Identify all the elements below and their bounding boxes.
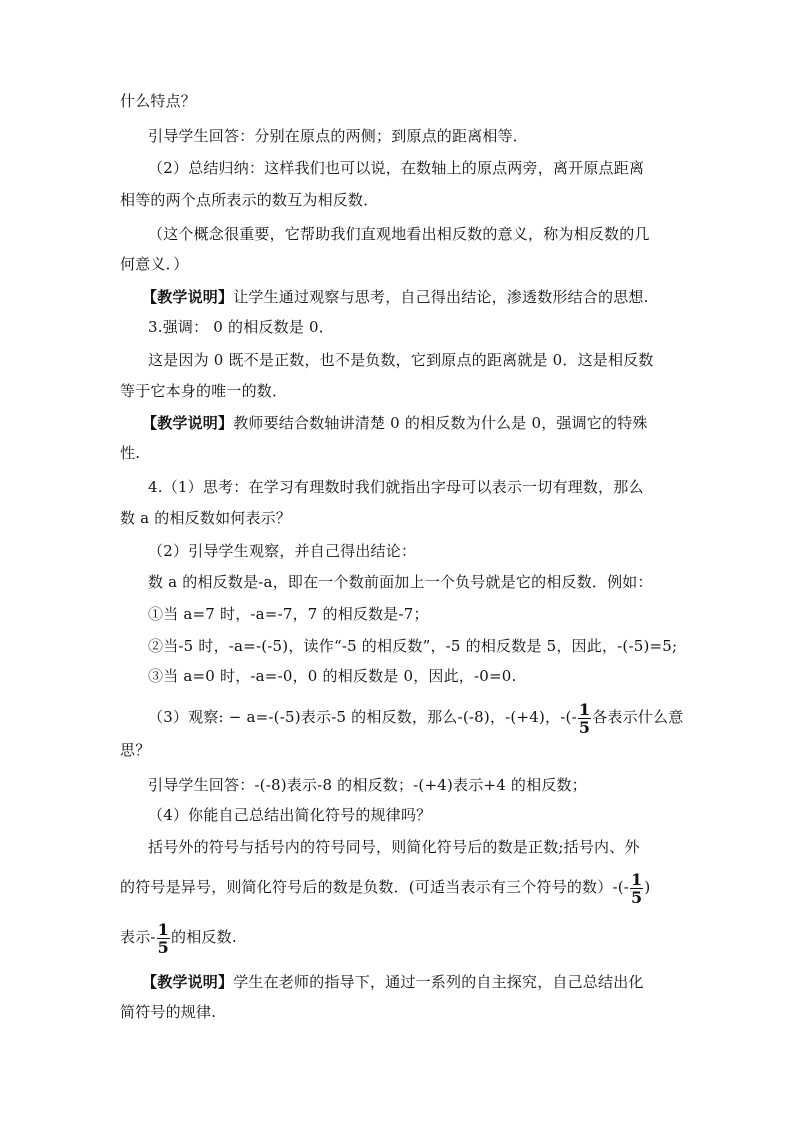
teaching-note: 【教学说明】教师要结合数轴讲清楚 0 的相反数为什么是 0，强调它的特殊 <box>142 414 648 432</box>
text-line: 数 a 的相反数是-a，即在一个数前面加上一个负号就是它的相反数．例如： <box>148 573 653 591</box>
text-line: 思？ <box>120 741 151 759</box>
text-line: （2）总结归纳：这样我们也可以说，在数轴上的原点两旁，离开原点距离 <box>148 159 645 177</box>
text-line: 引导学生回答：分别在原点的两侧；到原点的距离相等． <box>148 127 529 145</box>
text-line: 括号外的符号与括号内的符号同号，则简化符号后的数是正数;括号内、外 <box>148 838 640 856</box>
example-1: ①当 a=7 时，-a=-7，7 的相反数是-7； <box>148 605 429 623</box>
text-line: （这个概念很重要，它帮助我们直观地看出相反数的意义，称为相反数的几 <box>148 225 650 243</box>
text-line: 3.强调： 0 的相反数是 0． <box>148 318 334 336</box>
note-heading: 【教学说明】 <box>142 288 234 306</box>
text-line: 4.（1）思考：在学习有理数时我们就指出字母可以表示一切有理数，那么 <box>148 478 644 496</box>
teaching-note: 【教学说明】学生在老师的指导下，通过一系列的自主探究，自己总结出化 <box>142 973 644 991</box>
fraction-one-fifth: $\frac{1}{5}$ <box>157 919 170 957</box>
text-line: 数 a 的相反数如何表示？ <box>120 509 292 527</box>
text-line: 简符号的规律. <box>120 1003 217 1021</box>
text-line: （2）引导学生观察，并自己得出结论： <box>148 542 417 560</box>
text-line: 等于它本身的唯一的数． <box>120 382 288 400</box>
text-line: 这是因为 0 既不是正数，也不是负数，它到原点的距离就是 0．这是相反数 <box>148 351 654 369</box>
teaching-note: 【教学说明】让学生通过观察与思考，自己得出结论，渗透数形结合的思想. <box>142 288 649 306</box>
example-2: ②当-5 时，-a=-(-5)，读作“-5 的相反数”，-5 的相反数是 5，因此，-(-5)=5; <box>148 637 678 655</box>
text-line: 引导学生回答：-(-8)表示-8 的相反数；-(+4)表示+4 的相反数； <box>148 776 587 794</box>
text-line: 的符号是异号，则简化符号后的数是负数．(可适当表示有三个符号的数）-(- $\frac{1}{5}$ ) <box>120 869 651 907</box>
text-line: 相等的两个点所表示的数互为相反数． <box>120 191 379 209</box>
fraction-one-fifth: $\frac{1}{5}$ <box>578 699 591 737</box>
text-line: 什么特点？ <box>120 92 197 110</box>
observe-line: （3）观察: − a=-(-5)表示-5 的相反数，那么-(-8)，-(+4)，-(- $\frac{1}{5}$ 各表示什么意 <box>148 699 684 737</box>
text-line: 表示- $\frac{1}{5}$ 的相反数. <box>120 919 237 957</box>
text-line: 性. <box>120 444 141 462</box>
text-line: （4）你能自己总结出简化符号的规律吗？ <box>148 806 432 824</box>
fraction-one-fifth: $\frac{1}{5}$ <box>631 869 643 907</box>
note-heading: 【教学说明】 <box>142 973 234 991</box>
text-line: 何意义．） <box>120 255 189 273</box>
example-3: ③当 a=0 时，-a=-0，0 的相反数是 0，因此，-0=0. <box>148 667 517 685</box>
note-heading: 【教学说明】 <box>142 414 234 432</box>
